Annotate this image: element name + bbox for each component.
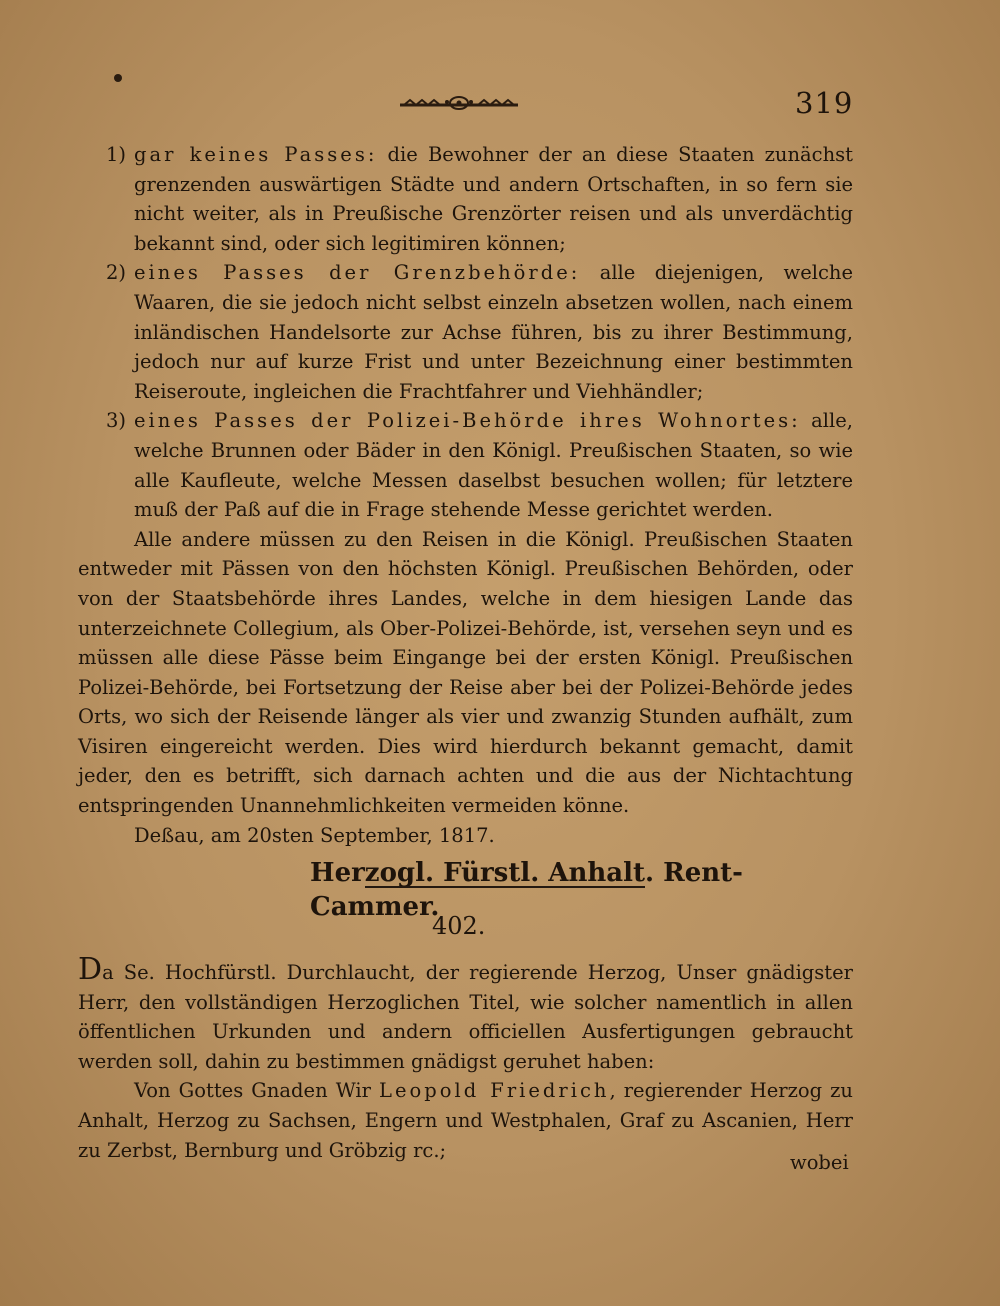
item-text: die Bewohner der an diese Staaten zunächst grenzenden auswärtigen Städte und andern Ortschaften, in so fern sie nicht weiter, als in Preußische Grenzörter reisen und als unverdächtig bekannt sind, oder sich legitimiren können; bbox=[134, 143, 853, 255]
list-item bbox=[78, 140, 853, 258]
section-number: 402. bbox=[432, 912, 486, 940]
item-number: 1) bbox=[106, 143, 127, 166]
catchword: wobei bbox=[790, 1151, 849, 1174]
title-lead: Von Gottes Gnaden Wir bbox=[134, 1079, 380, 1103]
body-paragraph: Alle andere müssen zu den Reisen in die Königl. Preußischen Staaten entweder mit Pässen von den höchsten Königl. Preußischen Behörden, oder von der Staatsbehörde ihres Landes, welche in dem hiesigen Lande das unterzeichnete Collegium, als Ober-Polizei-Behörde, ist, versehen seyn und es müssen alle diese Pässe beim Eingange bei der ersten Königl. Preußischen Polizei-Behörde, bei Fortsetzung der Reise aber bei der Polizei-Behörde jedes Orts, wo sich der Reisende länger als vier und zwanzig Stunden aufhält, zum Visiren eingereicht werden. Dies wird hierdurch bekannt gemacht, damit jeder, den es betrifft, sich darnach achten und die aus der Nichtachtung entspringenden Unannehmlichkeiten vermeiden könne. bbox=[78, 527, 853, 818]
item-text: alle diejenigen, welche Waaren, die sie jedoch nicht selbst einzeln absetzen wollen, nach einem inländischen Handelsorte zur Achse führen, bis zu ihrer Bestimmung, jedoch nur auf kurze Frist und unter Bezeichnung einer bestimmten Reiseroute, ingleichen die Frachtfahrer und Viehhändler; bbox=[134, 261, 853, 403]
section-divider bbox=[365, 886, 645, 888]
section-text bbox=[78, 952, 853, 1165]
item-heading: eines Passes der Polizei-Behörde ihres Wohnortes: bbox=[134, 409, 801, 433]
list-item bbox=[78, 258, 853, 406]
item-heading: gar keines Passes: bbox=[134, 143, 378, 166]
ink-spot bbox=[114, 74, 122, 82]
title-name: Leopold Friedrich bbox=[379, 1079, 610, 1103]
item-text: alle, welche Brunnen oder Bäder in den Königl. Preußischen Staaten, so wie alle Kaufleute, welche Messen daselbst besuchen wollen; für letztere muß der Paß auf die in Frage stehende Messe gerichtet werden. bbox=[134, 409, 853, 522]
header-ornament bbox=[398, 96, 520, 110]
signature: Herzogl. Fürstl. Anhalt. Rent-Cammer. bbox=[310, 858, 743, 923]
item-heading: eines Passes der Grenzbehörde: bbox=[134, 261, 581, 285]
title-rest: , regierender Herzog zu Anhalt, Herzog zu Sachsen, Engern und Westphalen, Graf zu Ascanien, Herr zu Zerbst, Bernburg und Gröbzig rc.; bbox=[78, 1079, 853, 1162]
main-text bbox=[78, 140, 853, 924]
item-number: 2) bbox=[106, 261, 127, 285]
item-number: 3) bbox=[106, 409, 127, 433]
page-number: 319 bbox=[795, 86, 854, 120]
section-intro: Da Se. Hochfürstl. Durchlaucht, der regierende Herzog, Unser gnädigster Herr, den vollständigen Herzoglichen Titel, wie solcher namentlich in allen öffentlichen Urkunden und andern officiellen Ausfertigungen gebraucht werden soll, dahin zu bestimmen gnädigst geruhet haben: bbox=[78, 952, 853, 1073]
title-paragraph bbox=[78, 1076, 853, 1165]
list-item bbox=[78, 406, 853, 524]
place-date: Deßau, am 20sten September, 1817. bbox=[134, 823, 495, 847]
